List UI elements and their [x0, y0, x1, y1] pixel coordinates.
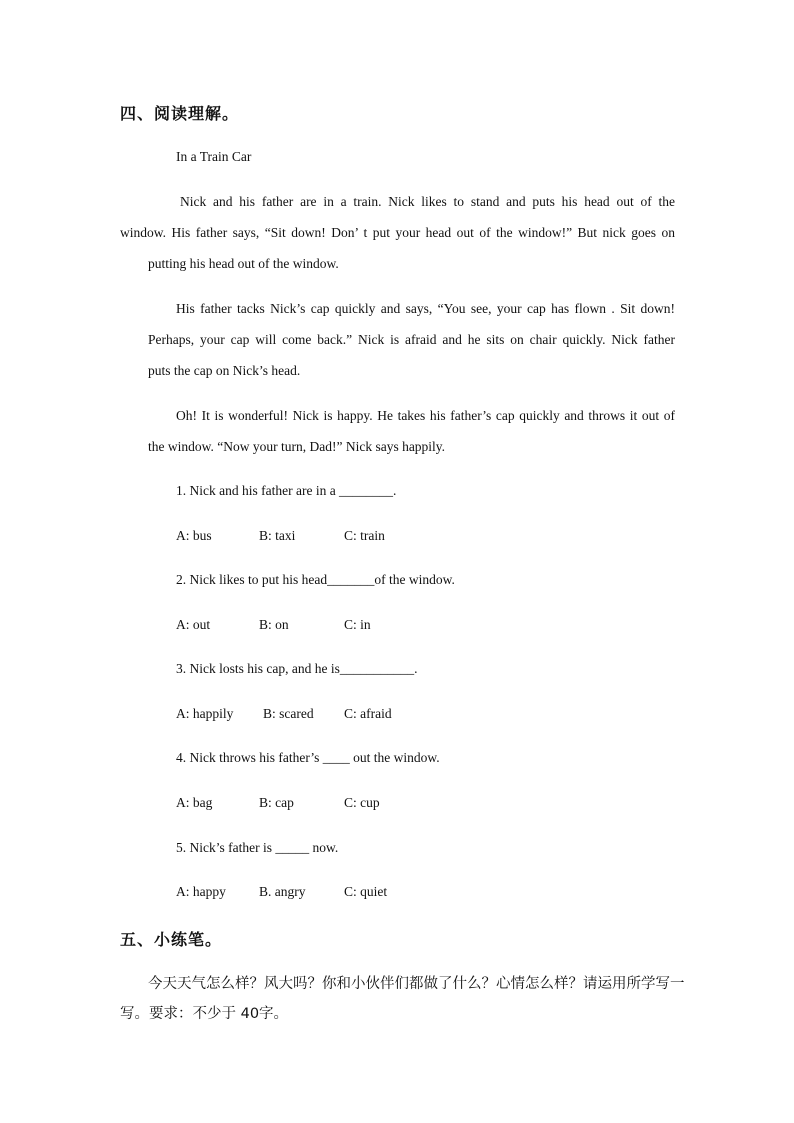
section-5-heading: 五、小练笔。	[120, 930, 223, 949]
section-4-heading: 四、阅读理解。	[120, 104, 240, 123]
question-5: 5. Nick’s father is _____ now.	[176, 840, 339, 855]
paragraph-2-line-2: Perhaps, your cap will come back.” Nick is afraid and he sits on chair quickly. Nick father	[148, 332, 675, 347]
q2-option-c: C: in	[344, 617, 371, 632]
passage-title: In a Train Car	[176, 149, 252, 164]
q3-option-c: C: afraid	[344, 706, 392, 721]
paragraph-3-line-1: Oh! It is wonderful! Nick is happy. He takes his father’s cap quickly and throws it out of	[176, 408, 675, 423]
q4-option-b: B: cap	[259, 795, 294, 810]
question-1: 1. Nick and his father are in a ________.	[176, 483, 397, 498]
q3-option-a: A: happily	[176, 706, 234, 721]
paragraph-2-line-1: His father tacks Nick’s cap quickly and says, “You see, your cap has flown . Sit down!	[176, 301, 675, 316]
paragraph-1-line-1: Nick and his father are in a train. Nick likes to stand and puts his head out of the	[180, 194, 675, 209]
q1-option-c: C: train	[344, 528, 385, 543]
q5-option-c: C: quiet	[344, 884, 388, 899]
question-4: 4. Nick throws his father’s ____ out the window.	[176, 750, 440, 765]
q5-option-a: A: happy	[176, 884, 226, 899]
paragraph-2-line-3: puts the cap on Nick’s head.	[148, 363, 301, 378]
writing-prompt-line-2: 写。要求：不少于 40字。	[120, 1006, 289, 1022]
q5-option-b: B. angry	[259, 884, 306, 899]
q1-option-b: B: taxi	[259, 528, 296, 543]
paragraph-1-line-3: putting his head out of the window.	[148, 256, 339, 271]
q3-option-b: B: scared	[263, 706, 314, 721]
paragraph-3-line-2: the window. “Now your turn, Dad!” Nick says happily.	[148, 439, 446, 454]
q4-option-a: A: bag	[176, 795, 213, 810]
question-3: 3. Nick losts his cap, and he is___________.	[176, 661, 418, 676]
question-2: 2. Nick likes to put his head_______of the window.	[176, 572, 455, 587]
q4-option-c: C: cup	[344, 795, 380, 810]
q1-option-a: A: bus	[176, 528, 212, 543]
q2-option-a: A: out	[176, 617, 211, 632]
writing-prompt-line-1: 今天天气怎么样？风大吗？你和小伙伴们都做了什么？心情怎么样？请运用所学写一	[148, 976, 685, 992]
q2-option-b: B: on	[259, 617, 289, 632]
paragraph-1-line-2: window. His father says, “Sit down! Don’ t put your head out of the window!” But nick goes on	[120, 225, 675, 240]
